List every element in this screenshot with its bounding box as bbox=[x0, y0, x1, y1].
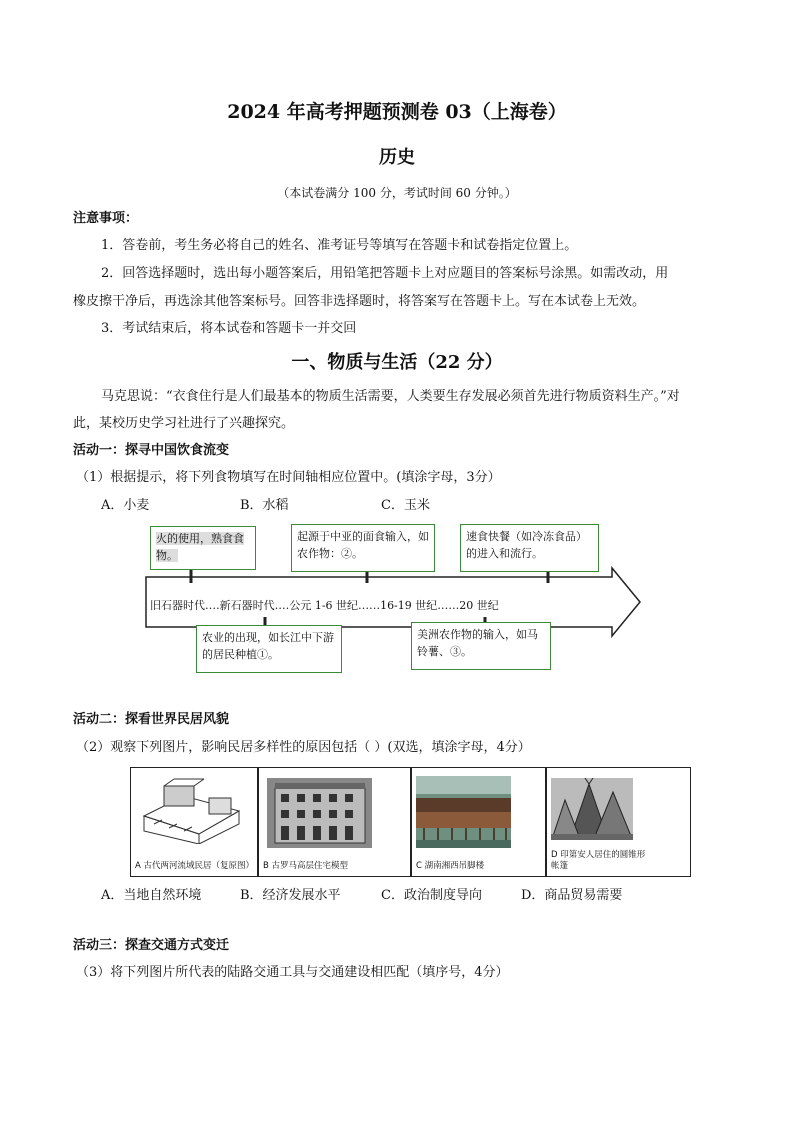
picture-tepee bbox=[546, 767, 691, 877]
activity1-option-a: A．小麦 bbox=[101, 498, 150, 513]
activity2-title: 活动二：探看世界民居风貌 bbox=[73, 712, 230, 727]
activity2-option-c: C．政治制度导向 bbox=[381, 888, 482, 903]
activity3-question: （3）将下列图片所代表的陆路交通工具与交通建设相匹配（填序号，4分） bbox=[76, 965, 509, 980]
activity1-option-b: B．水稻 bbox=[240, 498, 289, 513]
section-intro-1: 马克思说：“衣食住行是人们最基本的物质生活需要，人类要生存发展必须首先进行物质资料生产。”对 bbox=[101, 389, 680, 404]
rome-building-drawing bbox=[267, 778, 372, 848]
picture-stilt-house bbox=[411, 767, 546, 877]
activity2-option-d: D．商品贸易需要 bbox=[521, 888, 623, 903]
notice-heading: 注意事项： bbox=[73, 211, 139, 226]
activity2-question: （2）观察下列图片，影响民居多样性的原因包括（ ）(双选，填涂字母，4分） bbox=[76, 740, 531, 755]
picture-b-caption: B 古罗马高层住宅模型 bbox=[263, 861, 349, 871]
mesopotamia-house-drawing bbox=[139, 776, 249, 844]
activity1-title: 活动一：探寻中国饮食流变 bbox=[73, 443, 230, 458]
activity2-option-a: A．当地自然环境 bbox=[101, 888, 202, 903]
section-intro-2: 此，某校历史学习社进行了兴趣探究。 bbox=[73, 416, 295, 431]
picture-d-caption: D 印第安人居住的圆锥形帐篷 bbox=[551, 850, 646, 871]
page-title: 2024 年高考押题预测卷 03（上海卷） bbox=[227, 101, 567, 123]
picture-a-caption: A 古代两河流域民居（复原图） bbox=[135, 861, 255, 871]
notice-item-3: 3．考试结束后，将本试卷和答题卡一并交回 bbox=[101, 321, 357, 336]
picture-c-caption: C 湖南湘西吊脚楼 bbox=[416, 861, 485, 871]
activity3-title: 活动三：探查交通方式变迁 bbox=[73, 938, 230, 953]
timeline-box-fire: 火的使用，熟食食物。 bbox=[150, 526, 256, 570]
score-note: （本试卷满分 100 分，考试时间 60 分钟。） bbox=[277, 186, 517, 200]
activity2-option-b: B．经济发展水平 bbox=[240, 888, 341, 903]
stilt-house-photo bbox=[416, 776, 511, 848]
picture-mesopotamia bbox=[130, 767, 258, 877]
section-title: 一、物质与生活（22 分） bbox=[291, 352, 503, 373]
notice-item-1: 1．答卷前，考生务必将自己的姓名、准考证号等填写在答题卡和试卷指定位置上。 bbox=[101, 238, 578, 253]
activity1-option-c: C．玉米 bbox=[381, 498, 430, 513]
timeline-axis-text: 旧石器时代‥‥新石器时代‥‥公元 1-6 世纪‥‥‥16-19 世纪‥‥‥20 世纪 bbox=[150, 599, 499, 612]
notice-item-2: 2．回答选择题时，选出每小题答案后，用铅笔把答题卡上对应题目的答案标号涂黑。如需改动，用 bbox=[101, 266, 669, 281]
timeline-box-agriculture: 农业的出现，如长江中下游的居民种植①。 bbox=[196, 625, 342, 673]
notice-item-2-cont: 橡皮擦干净后，再选涂其他答案标号。回答非选择题时，将答案写在答题卡上。写在本试卷上无效。 bbox=[73, 294, 646, 309]
timeline-box-central-asia: 起源于中亚的面食输入，如农作物：②。 bbox=[291, 524, 435, 572]
picture-rome bbox=[258, 767, 411, 877]
tepee-drawing bbox=[551, 778, 633, 840]
activity1-question: （1）根据提示，将下列食物填写在时间轴相应位置中。(填涂字母，3分） bbox=[76, 470, 501, 485]
timeline-box-americas: 美洲农作物的输入，如马铃薯、③。 bbox=[411, 622, 551, 670]
timeline-box-fastfood: 速食快餐（如冷冻食品）的进入和流行。 bbox=[460, 524, 599, 572]
subject-title: 历史 bbox=[379, 147, 415, 168]
